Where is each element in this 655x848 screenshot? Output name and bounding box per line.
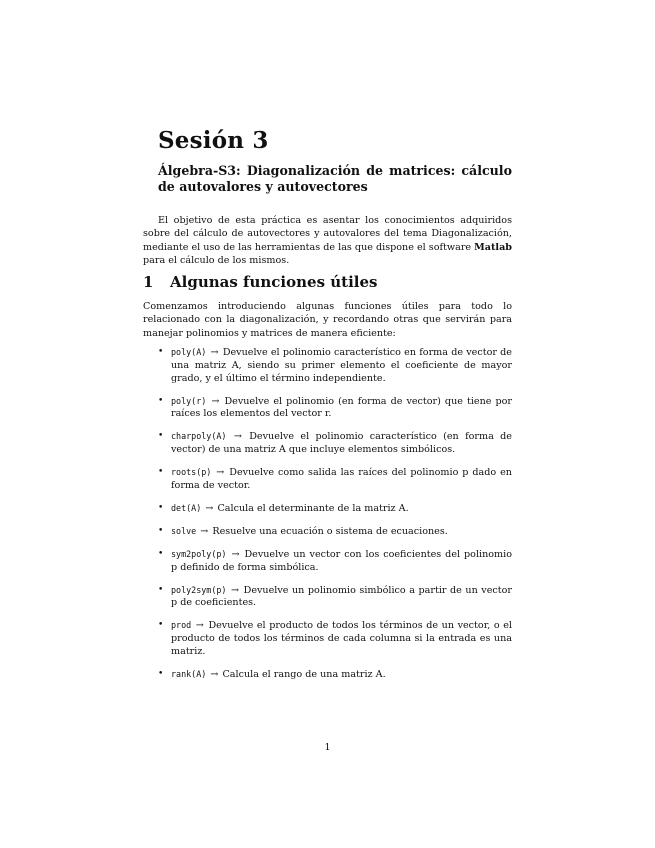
function-code: rank(A) [171,669,207,680]
function-code: poly2sym(p) [171,584,227,595]
section-heading [143,272,377,292]
list-item [158,548,512,575]
bullet-icon: • [158,584,164,595]
list-item [158,430,512,457]
chapter-title: Sesión 3 [158,127,269,154]
list-item [158,395,512,422]
bullet-icon: • [158,525,164,536]
list-item [158,619,512,658]
bullet-icon: • [158,548,164,559]
intro-text-before: El objetivo de esta práctica es asentar los conocimientos adquiridos sobre del cálculo de autovectores y autovalores del tema Diagonalización, mediante el uso de las herramientas de las que dispone el software [143,215,512,253]
function-description: Devuelve un polinomio simbólico a partir de un vector p de coeficientes. [171,584,512,609]
arrow-icon: → [216,467,225,479]
function-code: poly(A) [171,347,207,357]
function-description: Devuelve el producto de todos los términos de un vector, o el producto de todos los términos de cada columna si la entrada es una matriz. [171,620,512,658]
list-item [158,346,512,385]
arrow-icon: → [195,620,204,632]
list-item [158,668,512,682]
bullet-icon: • [158,620,164,631]
function-code: roots(p) [171,467,212,478]
intro-paragraph [143,214,512,268]
bullet-icon: • [158,347,164,357]
list-item [158,466,512,493]
arrow-icon: → [200,525,209,537]
function-code: poly(r) [171,395,207,406]
function-description: Devuelve como salida las raíces del polinomio p dado en forma de vector. [171,467,512,491]
function-code: sym2poly(p) [171,548,227,559]
function-description: Devuelve un vector con los coeficientes del polinomio p definido de forma simbólica. [171,548,512,573]
function-code: det(A) [171,502,202,513]
function-description: Calcula el determinante de la matriz A. [217,502,409,514]
bullet-icon: • [158,395,164,406]
intro-text-after: para el cálculo de los mismos. [143,255,290,267]
function-description: Devuelve el polinomio característico (en forma de vector) de una matriz A que incluye elementos simbólicos. [171,431,512,456]
page-number: 1 [324,742,331,753]
function-description: Calcula el rango de una matriz A. [222,669,386,681]
section-intro-paragraph: Comenzamos introduciendo algunas funciones útiles para todo lo relacionado con la diagonalización, y recordando otras que servirán para manejar polinomios y matrices de manera eficiente: [143,301,512,339]
function-code: prod [171,620,192,631]
function-description: Devuelve el polinomio característico en forma de vector de una matriz A, siendo su primer elemento el coeficiente de mayor grado, y el último el término independiente. [171,347,512,384]
bullet-icon: • [158,669,164,680]
practice-subtitle: Álgebra-S3: Diagonalización de matrices: cálculo de autovalores y autovectores [158,163,512,194]
arrow-icon: → [210,669,219,681]
bullet-icon: • [158,502,164,513]
section-title: Algunas funciones útiles [170,273,378,291]
list-item [158,584,512,611]
arrow-icon: → [231,584,240,596]
arrow-icon: → [210,347,219,358]
section-number: 1 [143,273,154,291]
function-list [158,346,512,691]
list-item [158,502,512,516]
list-item [158,525,512,539]
arrow-icon: → [231,548,240,560]
matlab-keyword: Matlab [474,241,512,253]
arrow-icon: → [205,502,214,514]
bullet-icon: • [158,431,164,442]
bullet-icon: • [158,467,164,478]
arrow-icon: → [233,431,242,443]
function-code: solve [171,525,197,536]
arrow-icon: → [211,395,220,407]
function-description: Resuelve una ecuación o sistema de ecuaciones. [212,525,448,537]
function-code: charpoly(A) [171,431,227,442]
function-description: Devuelve el polinomio (en forma de vector) que tiene por raíces los elementos del vector r. [171,395,512,420]
